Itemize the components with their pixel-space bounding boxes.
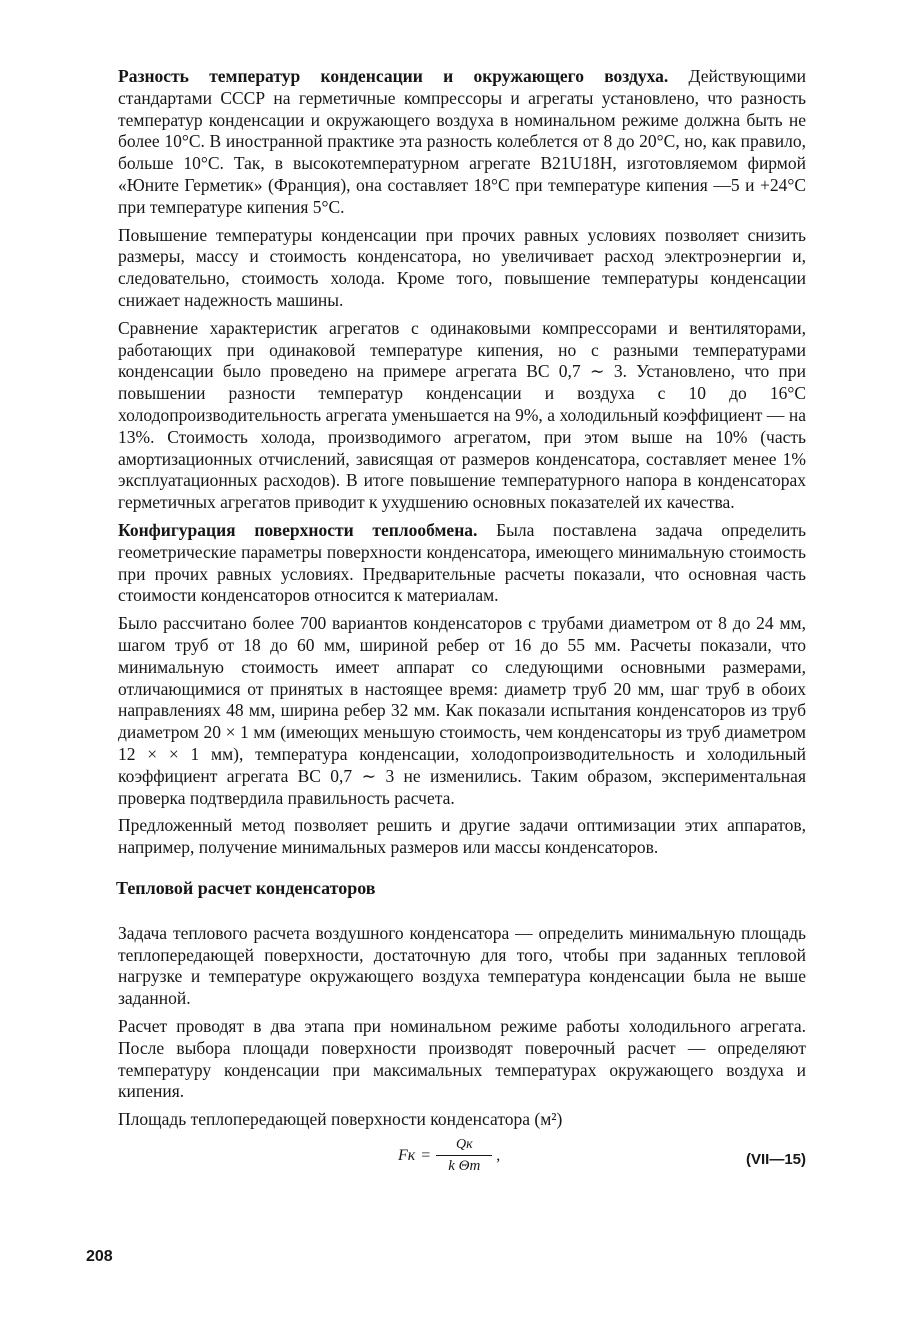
paragraph-text: Повышение температуры конденсации при прочих равных условиях позволяет снизить размеры, массу и стоимость конденсатора, но увеличивает расход электроэнергии и, следовательно, стоимость холода. Кроме того, повышение температуры конденсации снижает надежность машины. (118, 224, 806, 310)
paragraph-text: Было рассчитано более 700 вариантов конденсаторов с трубами диаметром от 8 до 24 мм, шагом труб от 18 до 60 мм, шириной ребер от 16 до 55 мм. Расчеты показали, что минимальную стоимость имеет аппарат со следующими основными размерами, отличающимися от принятых в настоящее время: диаметр труб 20 мм, шаг труб в обоих направлениях 48 мм, ширина ребер 32 мм. Как показали испытания конденсаторов из труб диаметром 20 × 1 мм (имеющих меньшую стоимость, чем конденсаторы из труб диаметром 12 × × 1 мм), температура конденсации, холодопроизводительность и холодильный коэффициент агрегата ВС 0,7 ∼ 3 не изменились. Таким образом, экспериментальная проверка подтвердила правильность расчета. (118, 613, 806, 808)
paragraph-task (118, 923, 806, 1010)
paragraph-method (118, 815, 806, 859)
paragraph-lead: Разность температур конденсации и окружающего воздуха. (118, 66, 669, 86)
paragraph-text: Расчет проводят в два этапа при номинальном режиме работы холодильного агрегата. После выбора площади поверхности производят поверочный расчет — определяют температуру конденсации при максимальных температурах окружающего воздуха и кипения. (118, 1016, 806, 1102)
paragraph-text: Сравнение характеристик агрегатов с одинаковыми компрессорами и вентиляторами, работающих при одинаковой температуре кипения, но с разными температурами конденсации было проведено на примере агрегата ВС 0,7 ∼ 3. Установлено, что при повышении разности температур конденсации и воздуха с 10 до 16°С холодопроизводительность агрегата уменьшается на 9%, а холодильный коэффициент — на 13%. Стоимость холода, производимого агрегатом, при этом выше на 10% (часть амортизационных отчислений, зависящая от размеров конденсатора, составляет менее 1% эксплуатационных расходов). В итоге повышение температурного напора в конденсаторах герметичных агрегатов приводит к ухудшению основных показателей их качества. (118, 317, 806, 513)
paragraph-stages (118, 1016, 806, 1103)
page-body (118, 66, 806, 1199)
paragraph-area-intro (118, 1109, 806, 1131)
paragraph-text: Площадь теплопередающей поверхности конденсатора (м²) (118, 1109, 563, 1130)
paragraph-text: Действующими стандартами СССР на герметичные компрессоры и агрегаты установлено, что разность температур конденсации и окружающего воздуха в номинальном режиме должна быть не более 10°С. В иностранной практике эта разность колеблется от 8 до 20°С, но, как правило, больше 10°С. Так, в высокотемпературном агрегате B21U18H, изготовляемом фирмой «Юните Герметик» (Франция), она составляет 18°С при температуре кипения —5 и +24°С при температуре кипения 5°С. (118, 66, 807, 217)
formula-row (118, 1137, 806, 1199)
section-heading: Тепловой расчет конденсаторов (116, 877, 376, 898)
paragraph-text: Предложенный метод позволяет решить и другие задачи оптимизации этих аппаратов, например, получение минимальных размеров или массы конденсаторов. (118, 815, 806, 858)
formula-number: (VII—15) (745, 1151, 806, 1169)
formula-lhs: Fк (398, 1147, 416, 1165)
paragraph-variants (118, 613, 806, 809)
formula (398, 1137, 500, 1175)
paragraph-condensation-difference (118, 66, 806, 219)
formula-denominator: k Θm (448, 1158, 481, 1175)
paragraph-temperature-increase (118, 225, 806, 312)
formula-trail: , (496, 1147, 501, 1165)
formula-numerator: Qк (455, 1137, 473, 1153)
paragraph-surface-configuration (118, 520, 806, 607)
paragraph-text: Была поставлена задача определить геометрические параметры поверхности конденсатора, имеющего минимальную стоимость при прочих равных условиях. Предварительные расчеты показали, что основная часть стоимости конденсаторов относится к материалам. (118, 519, 807, 606)
paragraph-lead: Конфигурация поверхности теплообмена. (118, 519, 478, 540)
paragraph-comparison (118, 318, 806, 514)
formula-equals: = (421, 1147, 431, 1165)
paragraph-text: Задача теплового расчета воздушного конденсатора — определить минимальную площадь теплопередающей поверхности, достаточную для того, чтобы при заданных тепловой нагрузке и температуре окружающего воздуха температура конденсации была не выше заданной. (118, 922, 806, 1009)
formula-fraction (436, 1137, 492, 1175)
page-number: 208 (86, 1248, 113, 1265)
